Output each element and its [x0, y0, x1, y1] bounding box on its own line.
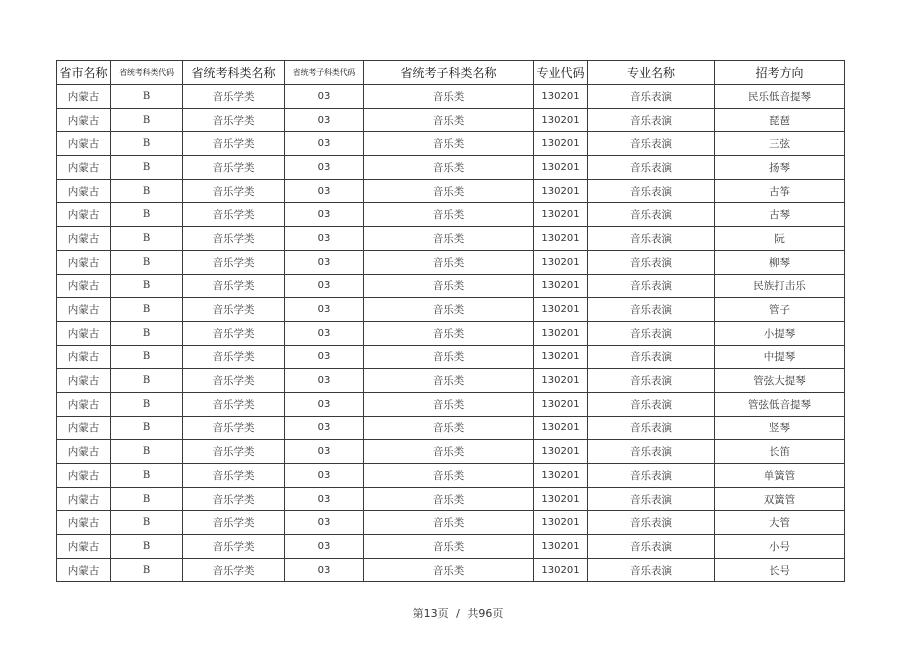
cell-category-code: B — [111, 440, 183, 464]
cell-direction: 管弦低音提琴 — [715, 392, 845, 416]
table-row — [57, 321, 845, 345]
cell-category-code: B — [111, 298, 183, 322]
cell-direction: 扬琴 — [715, 156, 845, 180]
cell-category-code: B — [111, 558, 183, 582]
cell-subcategory-code: 03 — [285, 464, 364, 488]
cell-major-code: 130201 — [534, 535, 588, 559]
cell-subcategory-code: 03 — [285, 440, 364, 464]
cell-category-code: B — [111, 487, 183, 511]
cell-subcategory-name: 音乐类 — [364, 558, 534, 582]
cell-major-code: 130201 — [534, 345, 588, 369]
cell-subcategory-code: 03 — [285, 203, 364, 227]
cell-direction: 小号 — [715, 535, 845, 559]
cell-subcategory-code: 03 — [285, 274, 364, 298]
cell-direction: 长笛 — [715, 440, 845, 464]
cell-subcategory-name: 音乐类 — [364, 108, 534, 132]
cell-subcategory-name: 音乐类 — [364, 321, 534, 345]
cell-major-code: 130201 — [534, 511, 588, 535]
cell-subcategory-name: 音乐类 — [364, 274, 534, 298]
cell-direction: 中提琴 — [715, 345, 845, 369]
cell-category-name: 音乐学类 — [183, 250, 285, 274]
table-row — [57, 369, 845, 393]
total-pages-label: 共96页 — [467, 607, 504, 620]
cell-direction: 柳琴 — [715, 250, 845, 274]
cell-major-code: 130201 — [534, 156, 588, 180]
cell-subcategory-name: 音乐类 — [364, 227, 534, 251]
cell-category-name: 音乐学类 — [183, 487, 285, 511]
cell-category-name: 音乐学类 — [183, 416, 285, 440]
cell-category-code: B — [111, 464, 183, 488]
page-footer — [0, 605, 916, 621]
cell-category-name: 音乐学类 — [183, 85, 285, 109]
cell-subcategory-name: 音乐类 — [364, 464, 534, 488]
cell-major-name: 音乐表演 — [588, 85, 715, 109]
cell-category-name: 音乐学类 — [183, 179, 285, 203]
cell-major-code: 130201 — [534, 85, 588, 109]
cell-subcategory-name: 音乐类 — [364, 298, 534, 322]
cell-subcategory-code: 03 — [285, 369, 364, 393]
cell-subcategory-name: 音乐类 — [364, 392, 534, 416]
table-row — [57, 558, 845, 582]
cell-subcategory-code: 03 — [285, 558, 364, 582]
cell-category-name: 音乐学类 — [183, 464, 285, 488]
cell-subcategory-code: 03 — [285, 108, 364, 132]
cell-direction: 长号 — [715, 558, 845, 582]
cell-subcategory-code: 03 — [285, 535, 364, 559]
table-row — [57, 227, 845, 251]
cell-category-name: 音乐学类 — [183, 203, 285, 227]
cell-province: 内蒙古 — [57, 464, 111, 488]
cell-subcategory-name: 音乐类 — [364, 416, 534, 440]
cell-province: 内蒙古 — [57, 440, 111, 464]
cell-major-name: 音乐表演 — [588, 132, 715, 156]
cell-category-name: 音乐学类 — [183, 535, 285, 559]
cell-category-name: 音乐学类 — [183, 440, 285, 464]
cell-subcategory-name: 音乐类 — [364, 369, 534, 393]
cell-subcategory-name: 音乐类 — [364, 440, 534, 464]
cell-category-code: B — [111, 392, 183, 416]
cell-major-name: 音乐表演 — [588, 416, 715, 440]
cell-major-name: 音乐表演 — [588, 250, 715, 274]
table-row — [57, 416, 845, 440]
cell-major-code: 130201 — [534, 203, 588, 227]
cell-direction: 阮 — [715, 227, 845, 251]
cell-category-name: 音乐学类 — [183, 108, 285, 132]
cell-major-code: 130201 — [534, 108, 588, 132]
cell-subcategory-name: 音乐类 — [364, 156, 534, 180]
cell-category-code: B — [111, 535, 183, 559]
cell-major-code: 130201 — [534, 464, 588, 488]
cell-category-code: B — [111, 321, 183, 345]
cell-subcategory-code: 03 — [285, 487, 364, 511]
cell-category-name: 音乐学类 — [183, 156, 285, 180]
cell-direction: 民族打击乐 — [715, 274, 845, 298]
cell-subcategory-name: 音乐类 — [364, 535, 534, 559]
cell-province: 内蒙古 — [57, 535, 111, 559]
cell-subcategory-name: 音乐类 — [364, 345, 534, 369]
table-header-row — [57, 61, 845, 85]
cell-major-name: 音乐表演 — [588, 108, 715, 132]
cell-category-name: 音乐学类 — [183, 227, 285, 251]
table-row — [57, 487, 845, 511]
table-row — [57, 85, 845, 109]
cell-province: 内蒙古 — [57, 345, 111, 369]
cell-major-name: 音乐表演 — [588, 274, 715, 298]
cell-major-code: 130201 — [534, 440, 588, 464]
cell-major-name: 音乐表演 — [588, 535, 715, 559]
cell-category-code: B — [111, 369, 183, 393]
cell-direction: 单簧管 — [715, 464, 845, 488]
table-body — [57, 85, 845, 582]
table-row — [57, 464, 845, 488]
cell-category-code: B — [111, 345, 183, 369]
cell-subcategory-code: 03 — [285, 416, 364, 440]
cell-category-name: 音乐学类 — [183, 132, 285, 156]
cell-subcategory-name: 音乐类 — [364, 487, 534, 511]
cell-province: 内蒙古 — [57, 298, 111, 322]
cell-major-name: 音乐表演 — [588, 321, 715, 345]
cell-category-code: B — [111, 250, 183, 274]
cell-subcategory-code: 03 — [285, 179, 364, 203]
table-row — [57, 179, 845, 203]
cell-direction: 琵琶 — [715, 108, 845, 132]
cell-subcategory-name: 音乐类 — [364, 179, 534, 203]
cell-direction: 管子 — [715, 298, 845, 322]
header-major-name: 专业名称 — [588, 61, 715, 85]
current-page-label: 第13页 — [412, 607, 449, 620]
cell-major-name: 音乐表演 — [588, 487, 715, 511]
cell-category-code: B — [111, 511, 183, 535]
cell-subcategory-name: 音乐类 — [364, 511, 534, 535]
table-row — [57, 108, 845, 132]
cell-major-code: 130201 — [534, 179, 588, 203]
cell-province: 内蒙古 — [57, 108, 111, 132]
cell-direction: 竖琴 — [715, 416, 845, 440]
header-subcategory-code: 省统考子科类代码 — [285, 61, 364, 85]
cell-major-code: 130201 — [534, 227, 588, 251]
cell-major-code: 130201 — [534, 250, 588, 274]
cell-direction: 大管 — [715, 511, 845, 535]
cell-major-name: 音乐表演 — [588, 179, 715, 203]
table-row — [57, 392, 845, 416]
cell-major-code: 130201 — [534, 392, 588, 416]
cell-subcategory-code: 03 — [285, 511, 364, 535]
page-separator: / — [456, 607, 460, 620]
cell-subcategory-code: 03 — [285, 392, 364, 416]
cell-direction: 三弦 — [715, 132, 845, 156]
cell-category-name: 音乐学类 — [183, 511, 285, 535]
cell-direction: 民乐低音提琴 — [715, 85, 845, 109]
cell-province: 内蒙古 — [57, 179, 111, 203]
cell-subcategory-code: 03 — [285, 321, 364, 345]
cell-major-name: 音乐表演 — [588, 345, 715, 369]
cell-major-name: 音乐表演 — [588, 558, 715, 582]
cell-major-code: 130201 — [534, 369, 588, 393]
cell-category-code: B — [111, 416, 183, 440]
cell-province: 内蒙古 — [57, 392, 111, 416]
table-row — [57, 440, 845, 464]
cell-category-code: B — [111, 85, 183, 109]
cell-major-code: 130201 — [534, 321, 588, 345]
cell-category-name: 音乐学类 — [183, 321, 285, 345]
table-row — [57, 132, 845, 156]
cell-category-name: 音乐学类 — [183, 558, 285, 582]
cell-major-name: 音乐表演 — [588, 227, 715, 251]
cell-province: 内蒙古 — [57, 156, 111, 180]
cell-subcategory-name: 音乐类 — [364, 85, 534, 109]
cell-major-code: 130201 — [534, 132, 588, 156]
cell-province: 内蒙古 — [57, 85, 111, 109]
cell-major-code: 130201 — [534, 416, 588, 440]
cell-province: 内蒙古 — [57, 203, 111, 227]
cell-category-name: 音乐学类 — [183, 298, 285, 322]
cell-major-code: 130201 — [534, 487, 588, 511]
cell-direction: 管弦大提琴 — [715, 369, 845, 393]
header-category-code: 省统考科类代码 — [111, 61, 183, 85]
cell-major-name: 音乐表演 — [588, 298, 715, 322]
header-subcategory-name: 省统考子科类名称 — [364, 61, 534, 85]
header-province-name: 省市名称 — [57, 61, 111, 85]
table-row — [57, 203, 845, 227]
cell-major-name: 音乐表演 — [588, 464, 715, 488]
cell-subcategory-code: 03 — [285, 156, 364, 180]
cell-major-name: 音乐表演 — [588, 369, 715, 393]
header-direction: 招考方向 — [715, 61, 845, 85]
cell-major-name: 音乐表演 — [588, 203, 715, 227]
cell-major-code: 130201 — [534, 558, 588, 582]
cell-subcategory-name: 音乐类 — [364, 132, 534, 156]
cell-major-code: 130201 — [534, 274, 588, 298]
cell-major-code: 130201 — [534, 298, 588, 322]
table-row — [57, 156, 845, 180]
cell-major-name: 音乐表演 — [588, 392, 715, 416]
cell-province: 内蒙古 — [57, 558, 111, 582]
cell-direction: 古筝 — [715, 179, 845, 203]
cell-province: 内蒙古 — [57, 274, 111, 298]
table-row — [57, 345, 845, 369]
cell-direction: 小提琴 — [715, 321, 845, 345]
cell-province: 内蒙古 — [57, 321, 111, 345]
table-row — [57, 511, 845, 535]
cell-subcategory-name: 音乐类 — [364, 203, 534, 227]
major-directions-table — [56, 60, 845, 582]
cell-major-name: 音乐表演 — [588, 156, 715, 180]
cell-category-code: B — [111, 203, 183, 227]
cell-subcategory-code: 03 — [285, 227, 364, 251]
cell-subcategory-code: 03 — [285, 250, 364, 274]
cell-province: 内蒙古 — [57, 511, 111, 535]
cell-province: 内蒙古 — [57, 250, 111, 274]
cell-subcategory-code: 03 — [285, 85, 364, 109]
cell-category-name: 音乐学类 — [183, 274, 285, 298]
cell-subcategory-code: 03 — [285, 132, 364, 156]
header-category-name: 省统考科类名称 — [183, 61, 285, 85]
table-row — [57, 535, 845, 559]
cell-major-name: 音乐表演 — [588, 440, 715, 464]
table-row — [57, 274, 845, 298]
cell-province: 内蒙古 — [57, 132, 111, 156]
cell-category-code: B — [111, 156, 183, 180]
cell-direction: 双簧管 — [715, 487, 845, 511]
cell-subcategory-code: 03 — [285, 298, 364, 322]
cell-province: 内蒙古 — [57, 416, 111, 440]
cell-province: 内蒙古 — [57, 369, 111, 393]
cell-category-name: 音乐学类 — [183, 345, 285, 369]
cell-province: 内蒙古 — [57, 227, 111, 251]
cell-subcategory-code: 03 — [285, 345, 364, 369]
cell-major-name: 音乐表演 — [588, 511, 715, 535]
header-major-code: 专业代码 — [534, 61, 588, 85]
cell-province: 内蒙古 — [57, 487, 111, 511]
table-row — [57, 250, 845, 274]
cell-category-name: 音乐学类 — [183, 369, 285, 393]
cell-subcategory-name: 音乐类 — [364, 250, 534, 274]
table-row — [57, 298, 845, 322]
cell-category-code: B — [111, 179, 183, 203]
cell-category-code: B — [111, 108, 183, 132]
cell-category-code: B — [111, 132, 183, 156]
cell-category-name: 音乐学类 — [183, 392, 285, 416]
cell-category-code: B — [111, 274, 183, 298]
cell-direction: 古琴 — [715, 203, 845, 227]
cell-category-code: B — [111, 227, 183, 251]
